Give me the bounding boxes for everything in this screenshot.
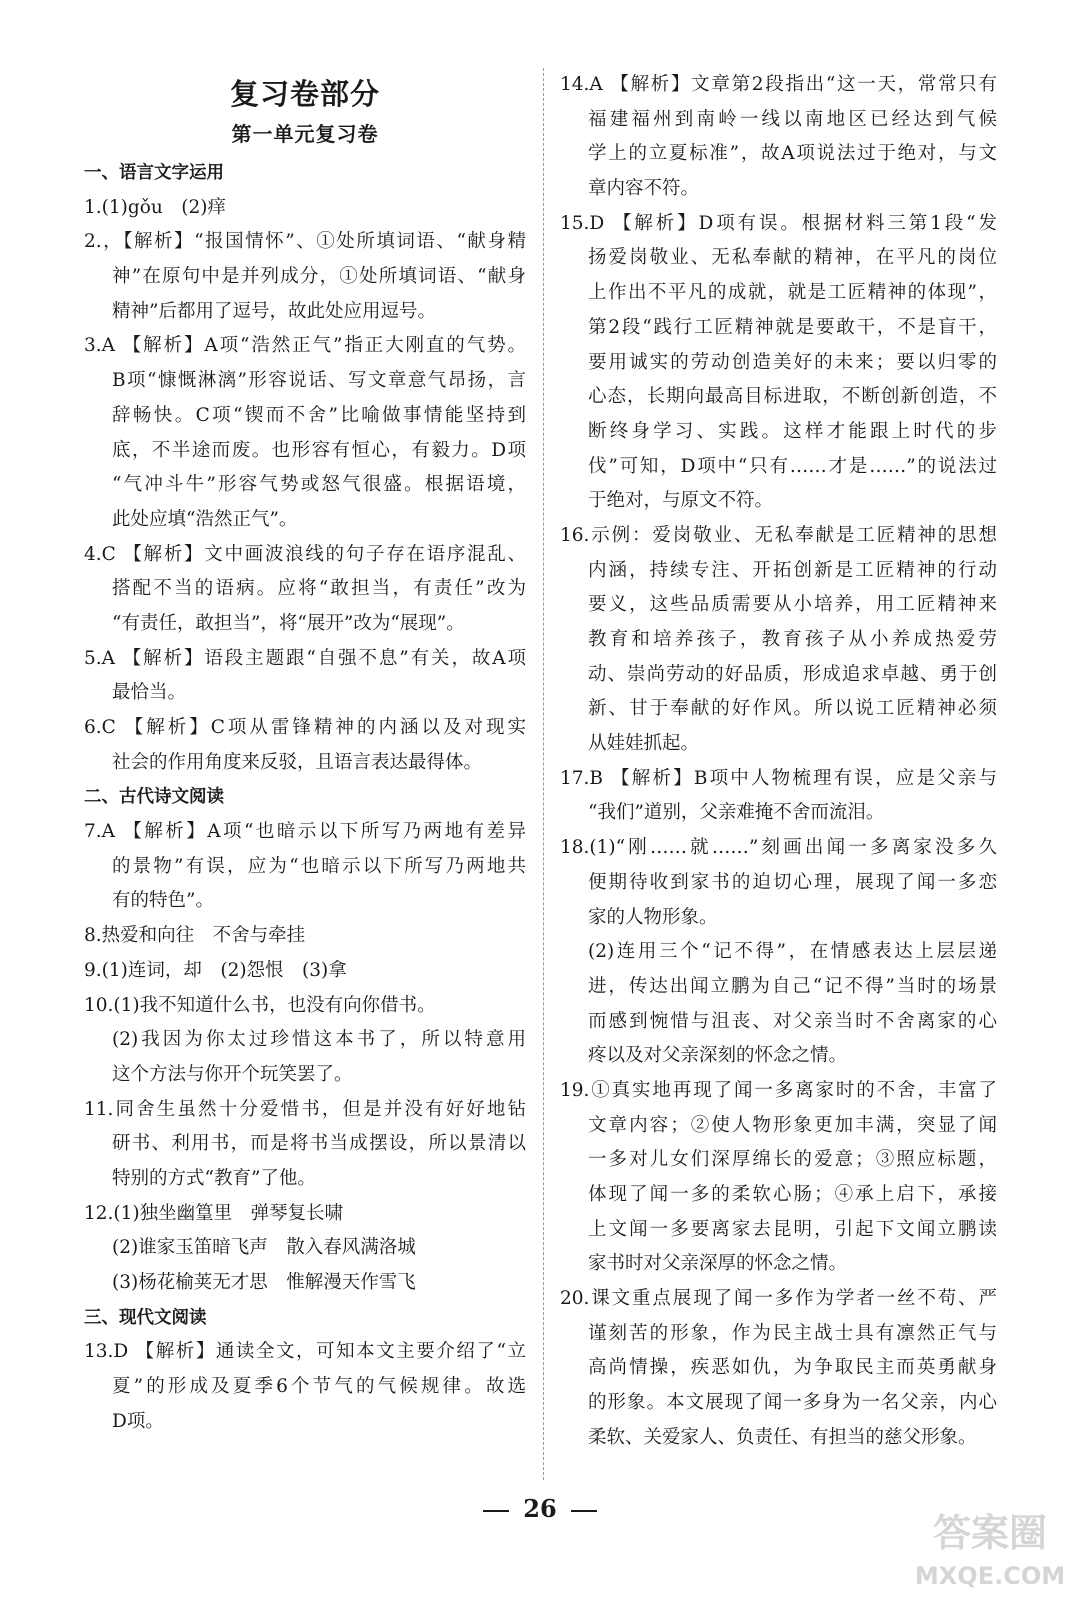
answer-continuation-line: 内涵，持续专注、开拓创新是工匠精神的行动 bbox=[588, 559, 997, 581]
answer-continuation-line: 谨刻苦的形象，作为民主战士具有凛然正气与 bbox=[588, 1322, 997, 1344]
answer-line: 11.同舍生虽然十分爱惜书，但是并没有好好地钻 bbox=[84, 1098, 526, 1120]
answer-continuation-line: 要义，这些品质需要从小培养，用工匠精神来 bbox=[588, 594, 997, 616]
answer-continuation-line: 神”在原句中是并列成分，①处所填词语、“献身 bbox=[112, 266, 526, 288]
answer-continuation-line: (2)连用三个“记不得”，在情感表达上层层递 bbox=[588, 941, 997, 963]
answer-line: 5.A 【解析】语段主题跟“自强不息”有关，故A项 bbox=[84, 647, 526, 669]
answer-continuation-line: 此处应填“浩然正气”。 bbox=[112, 508, 298, 530]
answer-line: 19.①真实地再现了闻一多离家时的不舍，丰富了 bbox=[560, 1079, 997, 1101]
left-answers bbox=[84, 156, 526, 1439]
answer-continuation-line: 研书、利用书，而是将书当成摆设，所以景清以 bbox=[112, 1133, 526, 1155]
answer-continuation-line: 精神”后都用了逗号，故此处应用逗号。 bbox=[112, 300, 436, 322]
answer-line: 16.示例：爱岗敬业、无私奉献是工匠精神的思想 bbox=[560, 524, 997, 546]
answer-continuation-line: (3)杨花榆荚无才思 惟解漫天作雪飞 bbox=[112, 1272, 416, 1293]
answer-continuation-line: 从娃娃抓起。 bbox=[588, 733, 700, 755]
section-heading: 三、现代文阅读 bbox=[84, 1307, 207, 1328]
dash-right bbox=[571, 1510, 597, 1512]
dash-left bbox=[483, 1510, 509, 1512]
answer-line: 18.(1)“刚……就……”刻画出闻一多离家没多久 bbox=[560, 837, 997, 859]
answer-continuation-line: B项“慷慨淋漓”形容说话、写文章意气昂扬，言 bbox=[112, 370, 526, 392]
answer-line: 10.(1)我不知道什么书，也没有向你借书。 bbox=[84, 994, 436, 1016]
answer-continuation-line: (2)谁家玉笛暗飞声 散入春风满洛城 bbox=[112, 1237, 416, 1259]
answer-continuation-line: 于绝对，与原文不符。 bbox=[588, 490, 774, 512]
watermark-bottom-text: MXQE.COM bbox=[915, 1562, 1065, 1590]
answer-line: 13.D 【解析】通读全文，可知本文主要介绍了“立 bbox=[84, 1341, 526, 1363]
answer-continuation-line: 便期待收到家书的迫切心理，展现了闻一多恋 bbox=[588, 871, 997, 893]
answer-continuation-line: 夏”的形成及夏季6个节气的气候规律。故选 bbox=[112, 1376, 526, 1398]
answer-continuation-line: 章内容不符。 bbox=[588, 178, 700, 200]
page-number bbox=[460, 1494, 620, 1523]
answer-continuation-line: 辞畅快。C项“锲而不舍”比喻做事情能坚持到 bbox=[112, 404, 526, 426]
answer-continuation-line: 进，传达出闻立鹏为自己“记不得”当时的场景 bbox=[588, 975, 997, 997]
answer-line: 14.A 【解析】文章第2段指出“这一天，常常只有 bbox=[560, 74, 997, 95]
answer-continuation-line: 福建福州到南岭一线以南地区已经达到气候 bbox=[588, 108, 997, 130]
watermark-logo bbox=[915, 1500, 1065, 1592]
answer-continuation-line: 柔软、关爱家人、负责任、有担当的慈父形象。 bbox=[588, 1426, 977, 1448]
answer-continuation-line: 搭配不当的语病。应将“敢担当，有责任”改为 bbox=[112, 578, 526, 600]
answer-continuation-line: 的形象。本文展现了闻一多身为一名父亲，内心 bbox=[588, 1392, 997, 1414]
answer-line: 7.A 【解析】A项“也暗示以下所写乃两地有差异 bbox=[84, 821, 526, 843]
answer-continuation-line: 最恰当。 bbox=[112, 682, 187, 704]
answer-line: 17.B 【解析】B项中人物梳理有误，应是父亲与 bbox=[560, 767, 997, 789]
answer-line: 20.课文重点展现了闻一多作为学者一丝不苟、严 bbox=[560, 1288, 997, 1310]
answer-continuation-line: “有责任，敢担当”，将“展开”改为“展现”。 bbox=[112, 612, 465, 634]
answer-continuation-line: 动、崇尚劳动的好品质，形成追求卓越、勇于创 bbox=[588, 663, 997, 685]
answer-continuation-line: 心态，长期向最高目标进取，不断创新创造，不 bbox=[588, 386, 997, 408]
answer-continuation-line: 上作出不平凡的成就，就是工匠精神的体现”， bbox=[588, 282, 997, 304]
answer-continuation-line: 文章内容；②使人物形象更加丰满，突显了闻 bbox=[588, 1114, 997, 1136]
answer-continuation-line: 家的人物形象。 bbox=[588, 906, 718, 928]
answer-continuation-line: 学上的立夏标准”，故A项说法过于绝对，与文 bbox=[588, 143, 997, 165]
answer-continuation-line: 体现了闻一多的柔软心肠；④承上启下，承接 bbox=[588, 1184, 997, 1205]
answer-continuation-line: 第2段“践行工匠精神就是要敢干，不是盲干， bbox=[588, 316, 997, 338]
answer-continuation-line: “气冲斗牛”形容气势或怒气很盛。根据语境， bbox=[112, 474, 526, 496]
answer-line: 2.，【解析】“报国情怀”、①处所填词语、“献身精 bbox=[84, 231, 526, 253]
answer-line: 4.C 【解析】文中画波浪线的句子存在语序混乱、 bbox=[84, 543, 526, 565]
section-heading: 一、语言文字运用 bbox=[84, 163, 224, 183]
answer-continuation-line: “我们”道别，父亲难掩不舍而流泪。 bbox=[588, 802, 885, 824]
answer-continuation-line: 有的特色”。 bbox=[112, 890, 214, 912]
answer-continuation-line: 高尚情操，疾恶如仇，为争取民主而英勇献身 bbox=[588, 1357, 997, 1379]
answer-continuation-line: (2)我因为你太过珍惜这本书了，所以特意用 bbox=[112, 1029, 526, 1051]
answer-line: 9.(1)连词，却 (2)怨恨 (3)拿 bbox=[84, 959, 347, 981]
answer-line: 6.C 【解析】C项从雷锋精神的内涵以及对现实 bbox=[84, 717, 526, 738]
answer-continuation-line: 断终身学习、实践。这样才能跟上时代的步 bbox=[588, 420, 997, 442]
answer-continuation-line: 的景物”有误，应为“也暗示以下所写乃两地共 bbox=[112, 855, 526, 877]
answer-line: 3.A 【解析】A项“浩然正气”指正大刚直的气势。 bbox=[84, 335, 526, 357]
answer-continuation-line: 特别的方式“教育”了他。 bbox=[112, 1167, 316, 1189]
answer-continuation-line: 社会的作用角度来反驳，且语言表达最得体。 bbox=[112, 751, 483, 773]
watermark-top-text: 答案圈 bbox=[932, 1511, 1048, 1555]
answer-line: 15.D 【解析】D项有误。根据材料三第1段“发 bbox=[560, 212, 997, 234]
section-heading: 二、古代诗文阅读 bbox=[84, 787, 224, 808]
answer-line: 8.热爱和向往 不舍与牵挂 bbox=[84, 925, 306, 947]
answer-continuation-line: 一多对儿女们深厚绵长的爱意；③照应标题， bbox=[588, 1149, 997, 1171]
answer-continuation-line: 家书时对父亲深厚的怀念之情。 bbox=[588, 1253, 848, 1275]
right-answers bbox=[560, 68, 997, 1456]
answer-continuation-line: D项。 bbox=[112, 1410, 164, 1432]
answer-continuation-line: 扬爱岗敬业、无私奉献的精神，在平凡的岗位 bbox=[588, 247, 997, 269]
column-divider bbox=[543, 68, 544, 1480]
answer-line: 1.(1)gǒu (2)痒 bbox=[84, 196, 226, 218]
page-number-text: 26 bbox=[523, 1494, 557, 1523]
answer-continuation-line: 教育和培养孩子，教育孩子从小养成热爱劳 bbox=[588, 629, 997, 650]
answer-continuation-line: 底，不半途而废。也形容有恒心，有毅力。D项 bbox=[112, 439, 526, 461]
answer-continuation-line: 上文闻一多要离家去昆明，引起下文闻立鹏读 bbox=[588, 1218, 997, 1240]
answer-continuation-line: 伐”可知，D项中“只有……才是……”的说法过 bbox=[588, 455, 997, 477]
answer-continuation-line: 疼以及对父亲深刻的怀念之情。 bbox=[588, 1045, 848, 1067]
answer-line: 12.(1)独坐幽篁里 弹琴复长啸 bbox=[84, 1202, 344, 1224]
page-title: 复习卷部分 bbox=[229, 77, 380, 111]
answer-continuation-line: 新、甘于奉献的好作风。所以说工匠精神必须 bbox=[588, 698, 997, 720]
answer-continuation-line: 这个方法与你开个玩笑罢了。 bbox=[112, 1063, 353, 1085]
unit-title: 第一单元复习卷 bbox=[231, 122, 379, 146]
answer-continuation-line: 要用诚实的劳动创造美好的未来；要以归零的 bbox=[588, 351, 997, 373]
answer-continuation-line: 而感到惋惜与沮丧、对父亲当时不舍离家的心 bbox=[588, 1010, 997, 1032]
